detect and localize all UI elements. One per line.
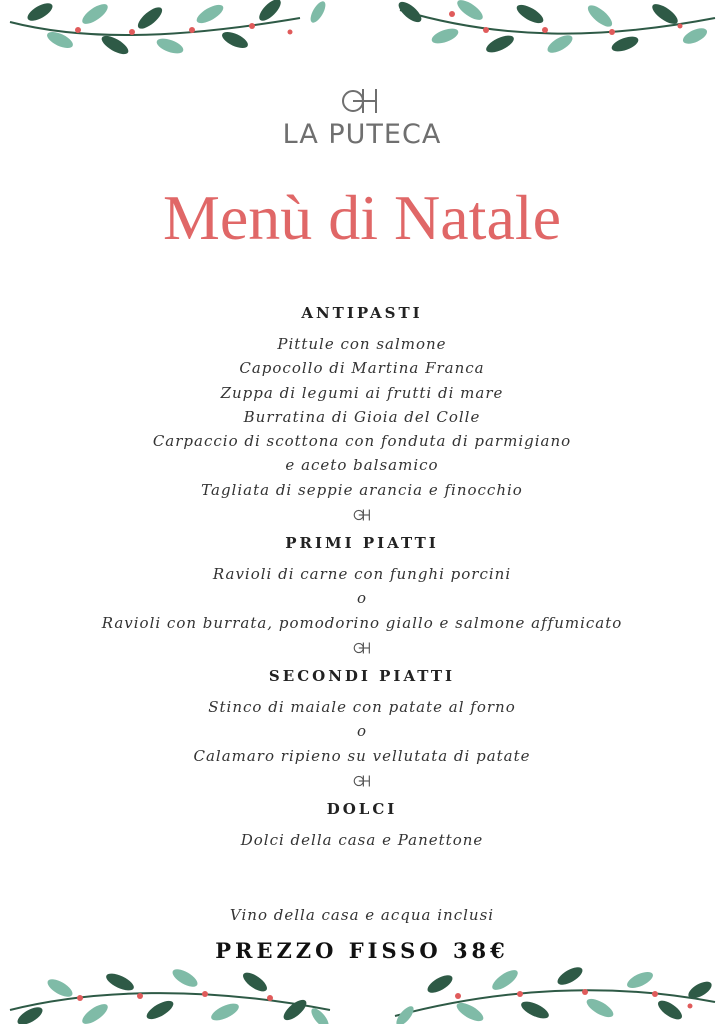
menu-item: o bbox=[356, 722, 368, 741]
menu-item: Zuppa di legumi ai frutti di mare bbox=[220, 383, 504, 402]
drinks-included-note: Vino della casa e acqua inclusi bbox=[229, 906, 495, 924]
bottom-holly-garland-decoration bbox=[0, 960, 724, 1024]
section-primi-piatti bbox=[0, 530, 724, 635]
menu-item: o bbox=[356, 589, 368, 608]
menu-item: Tagliata di seppie arancia e finocchio bbox=[201, 480, 523, 499]
section-title: ANTIPASTI bbox=[301, 304, 423, 322]
left-bottom-garland-branch bbox=[10, 966, 332, 1024]
menu-item: Ravioli di carne con funghi porcini bbox=[212, 565, 512, 584]
menu-item: e aceto balsamico bbox=[285, 456, 439, 475]
section-title: PRIMI PIATTI bbox=[285, 534, 439, 553]
section-antipasti bbox=[0, 300, 724, 502]
brand-name: LA PUTECA bbox=[282, 119, 442, 150]
page-title: Menù di Natale bbox=[162, 182, 562, 253]
menu-item: Ravioli con burrata, pomodorino giallo e salmone affumicato bbox=[101, 613, 623, 632]
oh-monogram-icon bbox=[336, 86, 384, 116]
fixed-price: PREZZO FISSO 38€ bbox=[215, 938, 509, 963]
top-holly-garland-decoration bbox=[0, 0, 724, 64]
oh-monogram-divider-icon bbox=[351, 641, 373, 655]
menu-item: Pittule con salmone bbox=[277, 335, 447, 353]
menu-item: Carpaccio di scottona con fonduta di parmigiano bbox=[152, 432, 572, 451]
menu-item: Dolci della casa e Panettone bbox=[240, 830, 484, 849]
left-garland-branch bbox=[10, 0, 328, 58]
section-title: SECONDI PIATTI bbox=[268, 666, 456, 685]
oh-monogram-divider-icon bbox=[351, 774, 373, 788]
section-secondi-piatti bbox=[0, 663, 724, 768]
right-garland-branch bbox=[395, 0, 715, 56]
section-dolci bbox=[0, 796, 724, 852]
menu-item: Burratina di Gioia del Colle bbox=[243, 407, 481, 426]
oh-monogram-divider-icon bbox=[351, 508, 373, 522]
menu-item: Calamaro ripieno su vellutata di patate bbox=[193, 746, 531, 765]
menu-sections bbox=[0, 300, 724, 852]
section-title: DOLCI bbox=[326, 799, 398, 818]
right-bottom-garland-branch bbox=[393, 964, 715, 1024]
menu-item: Stinco di maiale con patate al forno bbox=[208, 697, 516, 716]
menu-item: Capocollo di Martina Franca bbox=[239, 359, 485, 378]
